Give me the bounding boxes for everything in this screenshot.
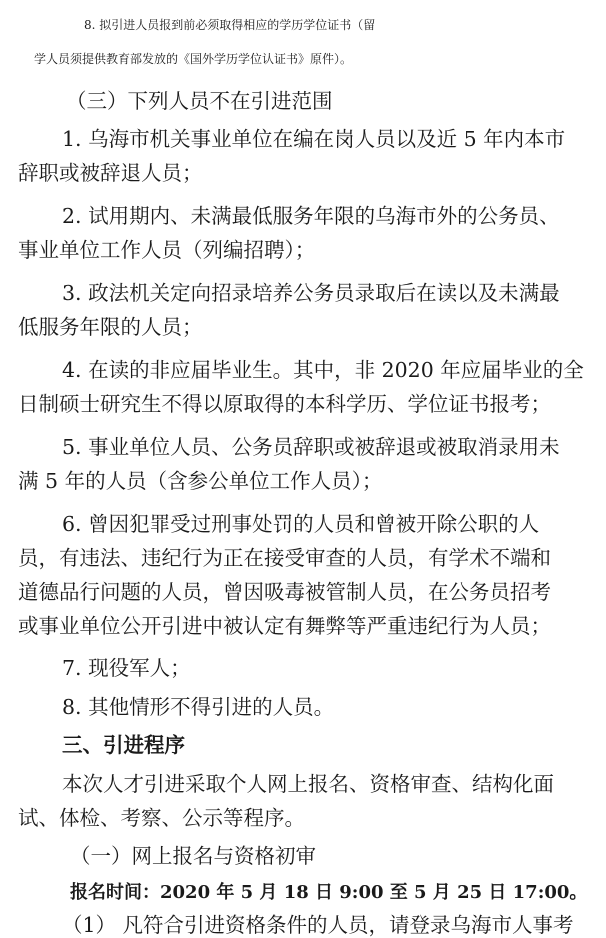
- subsection-heading: （一）网上报名与资格初审: [70, 844, 316, 868]
- list-item-line: 8. 其他情形不得引进的人员。: [62, 695, 335, 719]
- list-item-line: 日制硕士研究生不得以原取得的本科学历、学位证书报考；: [18, 392, 551, 416]
- paragraph-line: 8. 拟引进人员报到前必须取得相应的学历学位证书（留: [84, 18, 376, 32]
- list-item-line: 4. 在读的非应届毕业生。其中，非 2020 年应届毕业的全: [62, 358, 584, 382]
- list-item-line: 员，有违法、违纪行为正在接受审查的人员，有学术不端和: [18, 546, 551, 570]
- list-item-line: 2. 试用期内、未满最低服务年限的乌海市外的公务员、: [62, 204, 560, 228]
- list-item-line: 道德品行问题的人员，曾因吸毒被管制人员，在公务员招考: [18, 580, 551, 604]
- list-item-line: 3. 政法机关定向招录培养公务员录取后在读以及未满最: [62, 281, 560, 305]
- list-item-line: 事业单位工作人员（列编招聘）；: [18, 238, 316, 262]
- paragraph-line: 学人员须提供教育部发放的《国外学历学位认证书》原件）。: [34, 52, 353, 66]
- list-item-line: 低服务年限的人员；: [18, 315, 203, 339]
- list-item-line: 满 5 年的人员（含参公单位工作人员）；: [18, 469, 383, 493]
- list-item-line: 7. 现役军人；: [62, 656, 191, 680]
- list-item-line: 1. 乌海市机关事业单位在编在岗人员以及近 5 年内本市: [62, 127, 566, 151]
- subsection-heading: （三）下列人员不在引进范围: [66, 89, 333, 113]
- paragraph-line: 试、体检、考察、公示等程序。: [18, 806, 305, 830]
- list-item-line: 5. 事业单位人员、公务员辞职或被辞退或被取消录用未: [62, 435, 560, 459]
- section-heading: 三、引进程序: [62, 733, 185, 757]
- list-item-line: 或事业单位公开引进中被认定有舞弊等严重违纪行为人员；: [18, 614, 551, 638]
- paragraph-line: （1） 凡符合引进资格条件的人员，请登录乌海市人事考: [62, 913, 574, 937]
- registration-time: 报名时间：2020 年 5 月 18 日 9:00 至 5 月 25 日 17:00。: [70, 882, 588, 903]
- list-item-line: 辞职或被辞退人员；: [18, 161, 203, 185]
- paragraph-line: 本次人才引进采取个人网上报名、资格审查、结构化面: [62, 772, 554, 796]
- list-item-line: 6. 曾因犯罪受过刑事处罚的人员和曾被开除公职的人: [62, 512, 540, 536]
